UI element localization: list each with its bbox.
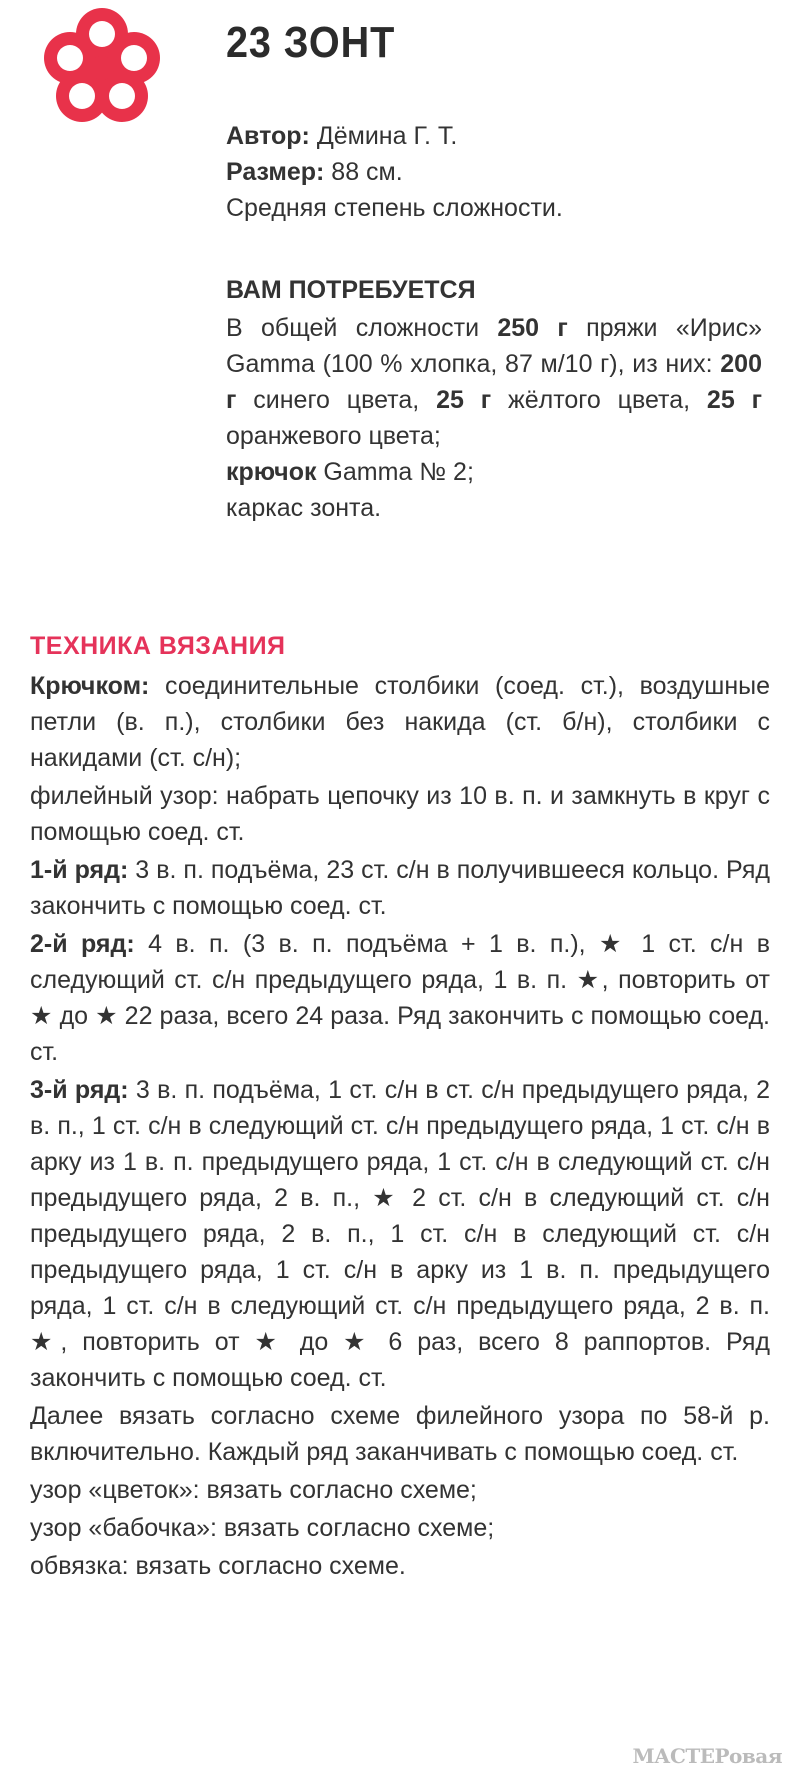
- yarn-text-part: В общей сложности: [226, 314, 498, 342]
- paragraph-label: 3-й ряд:: [30, 1076, 129, 1104]
- paragraph-label: 1-й ряд:: [30, 856, 129, 884]
- paragraph-text: филейный узор: набрать цепочку из 10 в. п. и замкнуть в круг с помощью соед. ст.: [30, 782, 770, 846]
- materials-heading: ВАМ ПОТРЕБУЕТСЯ: [226, 276, 476, 304]
- row-1-paragraph: [30, 852, 770, 924]
- yarn-yellow-weight: 25 г: [436, 386, 492, 414]
- size-line: [226, 154, 766, 190]
- paragraph-label: 2-й ряд:: [30, 930, 135, 958]
- edging-line: обвязка: вязать согласно схеме.: [30, 1552, 406, 1580]
- yarn-text-part: оранжевого цвета;: [226, 422, 441, 450]
- size-value: 88 см.: [324, 158, 403, 186]
- hook-label: крючок: [226, 458, 317, 486]
- paragraph-text: 4 в. п. (3 в. п. подъёма + 1 в. п.), ★ 1 ст. с/н в следующий ст. с/н предыдущего ряда, 1 в. п. ★, повторить от ★ до ★ 22 раза, всего 24 раза. Ряд закончить с помощью соед. ст.: [30, 930, 770, 1066]
- yarn-orange-weight: 25 г: [706, 386, 763, 414]
- stitches-paragraph: [30, 668, 770, 776]
- paragraph-text: Далее вязать согласно схеме филейного узора по 58-й р. включительно. Каждый ряд заканчивать с помощью соед. ст.: [30, 1402, 770, 1466]
- paragraph-text: соединительные столбики (соед. ст.), воздушные петли (в. п.), столбики без накида (ст. б/н), столбики с накидами (ст. с/н);: [30, 672, 770, 772]
- materials-section: [226, 272, 762, 526]
- hook-line: [226, 454, 762, 490]
- row-3-paragraph: [30, 1072, 770, 1396]
- technique-section: [30, 628, 770, 1586]
- paragraph-text: 3 в. п. подъёма, 1 ст. с/н в ст. с/н предыдущего ряда, 2 в. п., 1 ст. с/н в следующий ст. с/н предыдущего ряда, 1 ст. с/н в арку из 1 в. п. предыдущего ряда, 1 ст. с/н в следующий ст. с/н предыдущего ряда, 2 в. п., ★ 2 ст. с/н в следующий ст. с/н предыдущего ряда, 2 в. п., 1 ст. с/н в следующий ст. с/н предыдущего ряда, 1 ст. с/н в арку из 1 в. п. предыдущего ряда, 1 ст. с/н в следующий ст. с/н предыдущего ряда, 2 в. п. ★, повторить от ★ до ★ 6 раз, всего 8 раппортов. Ряд закончить с помощью соед. ст.: [30, 1076, 770, 1392]
- filet-paragraph: [30, 778, 770, 850]
- yarn-text-part: жёлтого цвета,: [491, 386, 707, 414]
- author-label: Автор:: [226, 122, 310, 150]
- paragraph-text: 3 в. п. подъёма, 23 ст. с/н в получившееся кольцо. Ряд закончить с помощью соед. ст.: [30, 856, 770, 920]
- yarn-text-part: пряжи «Ирис» Gamma (100 % хлопка, 87 м/10 г), из них:: [226, 314, 762, 378]
- yarn-text: [226, 310, 762, 454]
- page-title: 23 ЗОНТ: [226, 18, 396, 67]
- watermark: МАСТЕРовая: [632, 1744, 782, 1768]
- butterfly-pattern-line: узор «бабочка»: вязать согласно схеме;: [30, 1514, 495, 1542]
- flower-logo-icon: [22, 8, 182, 128]
- technique-heading: ТЕХНИКА ВЯЗАНИЯ: [30, 632, 286, 660]
- paragraph-label: Крючком:: [30, 672, 150, 700]
- flower-pattern-line: узор «цветок»: вязать согласно схеме;: [30, 1476, 477, 1504]
- yarn-total-weight: 250 г: [497, 314, 568, 342]
- frame-line: каркас зонта.: [226, 494, 382, 522]
- yarn-text-part: синего цвета,: [236, 386, 437, 414]
- author-value: Дёмина Г. Т.: [309, 122, 458, 150]
- continue-paragraph: [30, 1398, 770, 1470]
- author-line: [226, 118, 766, 154]
- yarn-blue-weight: 200 г: [226, 350, 762, 414]
- row-2-paragraph: [30, 926, 770, 1070]
- hook-value: Gamma № 2;: [316, 458, 474, 486]
- pattern-meta: [226, 118, 766, 226]
- difficulty-text: Средняя степень сложности.: [226, 194, 563, 222]
- size-label: Размер:: [226, 158, 325, 186]
